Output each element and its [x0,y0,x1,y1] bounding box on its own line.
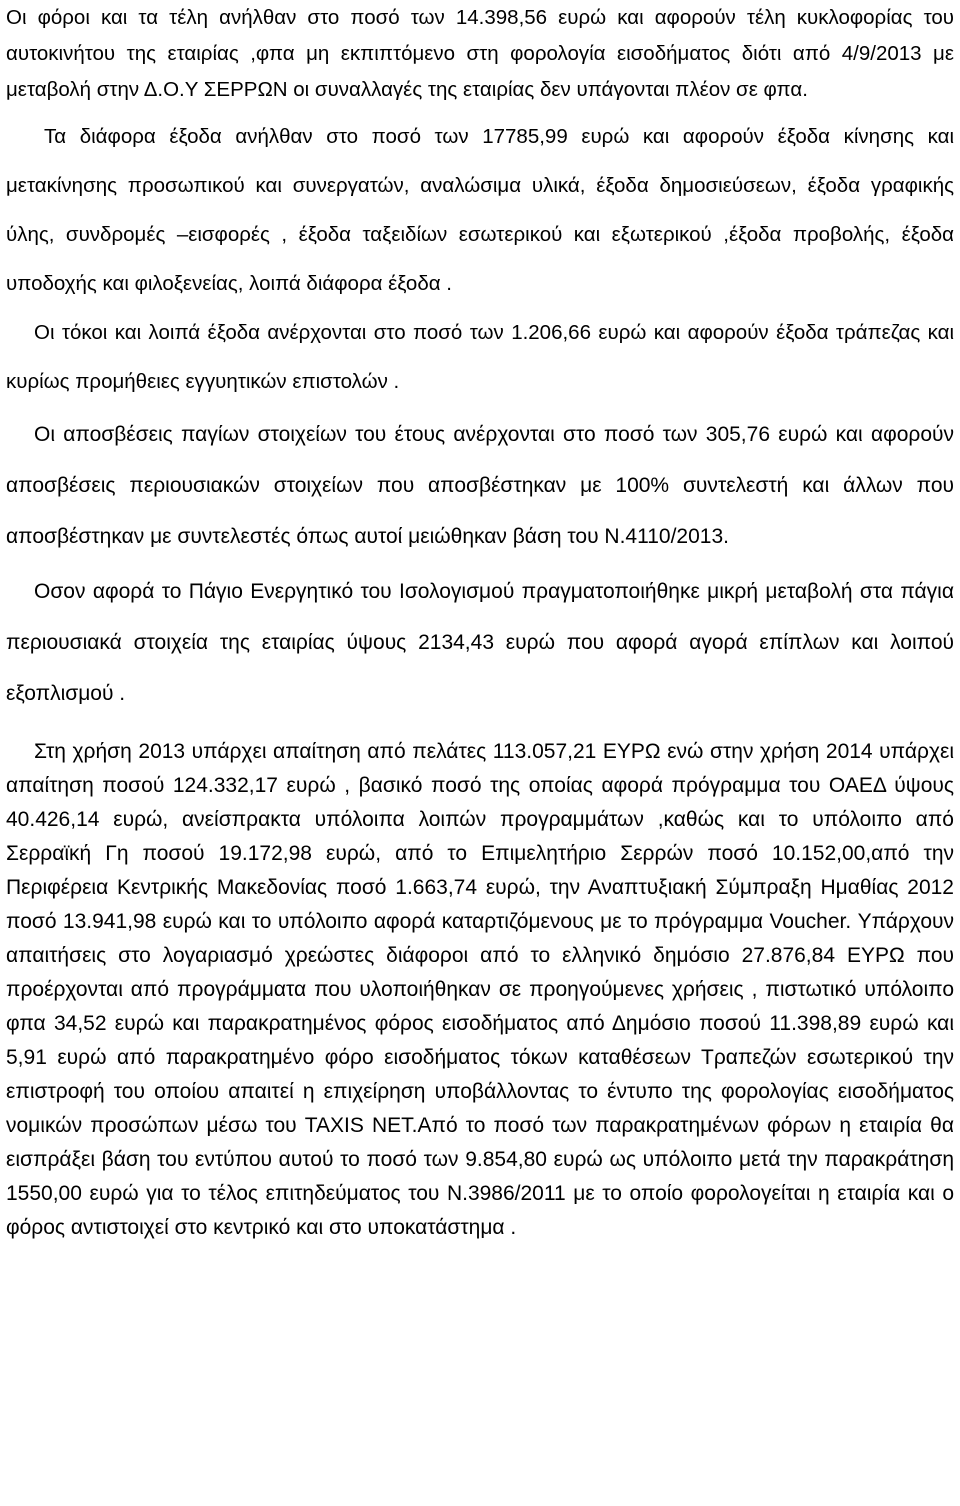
paragraph-receivables: Στη χρήση 2013 υπάρχει απαίτηση από πελάτες 113.057,21 ΕΥΡΩ ενώ στην χρήση 2014 υπάρχει απαίτηση ποσού 124.332,17 ευρώ , βασικό ποσό της οποίας αφορά πρόγραμμα του ΟΑΕΔ ύψους 40.426,14 ευρώ, ανείσπρακτα υπόλοιπα λοιπών προγραμμάτων ,καθώς και το υπόλοιπο από Σερραϊκή Γη ποσού 19.172,98 ευρώ, από το Επιμελητήριο Σερρών ποσό 10.152,00,από την Περιφέρεια Κεντρικής Μακεδονίας ποσό 1.663,74 ευρώ, την Αναπτυξιακή Σύμπραξη Ημαθίας 2012 ποσό 13.941,98 ευρώ και το υπόλοιπο αφορά καταρτιζόμενους με το πρόγραμμα Voucher. Υπάρχουν απαιτήσεις στο λογαριασμό χρεώστες διάφοροι από το ελληνικό δημόσιο 27.876,84 ΕΥΡΩ που προέρχονται από προγράμματα που υλοποιήθηκαν σε προηγούμενες χρήσεις , πιστωτικό υπόλοιπο φπα 34,52 ευρώ και παρακρατημένος φόρος εισοδήματος από Δημόσιο ποσού 11.398,89 ευρώ και 5,91 ευρώ από παρακρατημένο φόρο εισοδήματος τόκων καταθέσεων Τραπεζών εσωτερικού την επιστροφή του οποίου απαιτεί η επιχείρηση υποβάλλοντας το έντυπο της φορολογίας εισοδήματος νομικών προσώπων μέσω του TAXIS NET.Από το ποσό των παρακρατημένων φόρων η εταιρία θα εισπράξει βάση του εντύπου αυτού το ποσό των 9.854,80 ευρώ ως υπόλοιπο μετά την παρακράτηση 1550,00 ευρώ για το τέλος επιτηδεύματος του Ν.3986/2011 με το οποίο φορολογείται η εταιρία και ο φόρος αντιστοιχεί στο κεντρικό και στο υποκατάστημα . [6,740,954,1239]
paragraph-fixed-assets: Οσον αφορά το Πάγιο Ενεργητικό του Ισολογισμού πραγματοποιήθηκε μικρή μεταβολή στα πάγια περιουσιακά στοιχεία της εταιρίας ύψους 2134,43 ευρώ που αφορά αγορά επίπλων και λοιπού εξοπλισμού . [6,580,954,705]
paragraph-interest-expenses: Οι τόκοι και λοιπά έξοδα ανέρχονται στο ποσό των 1.206,66 ευρώ και αφορούν έξοδα τράπεζας και κυρίως προμήθειες εγγυητικών επιστολών . [6,321,954,393]
paragraph-depreciation: Οι αποσβέσεις παγίων στοιχείων του έτους ανέρχονται στο ποσό των 305,76 ευρώ και αφορούν αποσβέσεις περιουσιακών στοιχείων που αποσβέστηκαν με 100% συντελεστή και άλλων που αποσβέστηκαν με συντελεστές όπως αυτοί μειώθηκαν βάση του Ν.4110/2013. [6,423,954,548]
paragraph-other-expenses: Τα διάφορα έξοδα ανήλθαν στο ποσό των 17785,99 ευρώ και αφορούν έξοδα κίνησης και μετακίνησης προσωπικού και συνεργατών, αναλώσιμα υλικά, έξοδα δημοσιεύσεων, έξοδα γραφικής ύλης, συνδρομές –εισφορές , έξοδα ταξειδίων εσωτερικού και εξωτερικού ,έξοδα προβολής, έξοδα υποδοχής και φιλοξενείας, λοιπά διάφορα έξοδα . [6,125,954,295]
paragraph-taxes: Οι φόροι και τα τέλη ανήλθαν στο ποσό των 14.398,56 ευρώ και αφορούν τέλη κυκλοφορίας του αυτοκινήτου της εταιρίας ,φπα μη εκπιπτόμενο στη φορολογία εισοδήματος διότι από 4/9/2013 με μεταβολή στην Δ.Ο.Υ ΣΕΡΡΩΝ οι συναλλαγές της εταιρίας δεν υπάγονται πλέον σε φπα. [6,6,954,101]
